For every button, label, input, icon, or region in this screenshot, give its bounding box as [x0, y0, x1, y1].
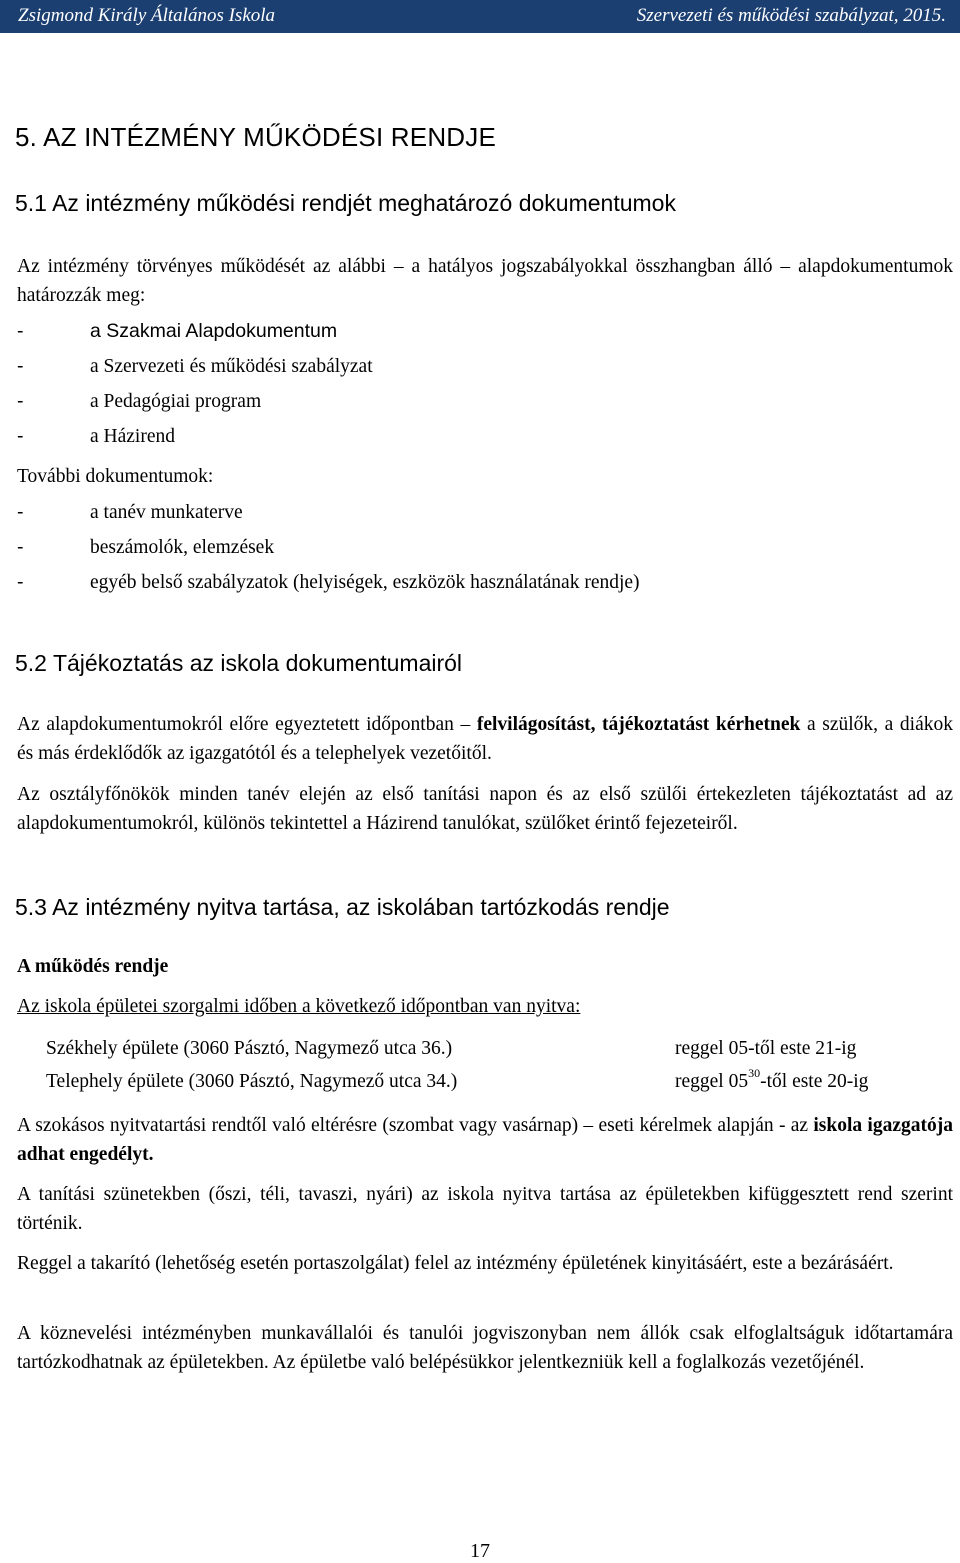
dash-bullet: - [17, 355, 24, 377]
section-5-3-paragraph-2: A tanítási szünetekben (őszi, téli, tavaszi, nyári) az iskola nyitva tartása az épületekben kifüggesztett rend szerint történik. [17, 1184, 953, 1234]
section-5-3-paragraph-1 [17, 1111, 953, 1169]
opening-hours-intro: Az iskola épületei szorgalmi időben a következő időpontban van nyitva: [17, 996, 581, 1017]
section-5-1-title: 5.1 Az intézmény működési rendjét meghatározó dokumentumok [15, 190, 676, 216]
dash-bullet: - [17, 571, 24, 593]
subtitle-text: A működés rendje [17, 956, 169, 977]
paragraph-text: a szülők, a diákok és más érdeklődők az igazgatótól és a telephelyek vezetőitől. [17, 714, 953, 764]
header-school-name: Zsigmond Király Általános Iskola [18, 5, 276, 26]
list-item-text: a Pedagógiai program [90, 391, 262, 412]
list-item-text: egyéb belső szabályzatok (helyiségek, eszközök használatának rendje) [90, 572, 640, 593]
building-name: Székhely épülete (3060 Pásztó, Nagymező utca 36.) [46, 1038, 453, 1059]
dash-bullet: - [17, 390, 24, 412]
section-5-2-title: 5.2 Tájékoztatás az iskola dokumentumairól [15, 650, 463, 676]
list-item-text: a tanév munkaterve [90, 502, 243, 523]
list-item [17, 355, 373, 378]
list-item-text: beszámolók, elemzések [90, 537, 275, 558]
list-item [17, 320, 337, 343]
list-item-text: a Szakmai Alapdokumentum [90, 320, 338, 342]
list-item [17, 425, 175, 448]
section-5-3-paragraph-4: A köznevelési intézményben munkavállalói és tanulói jogviszonyban nem állók csak elfoglaltságuk időtartamára tartózkodhatnak az épületekben. Az épületbe való belépésükkor jelentkezniük kell a foglalkozás vezetőjénél. [17, 1323, 953, 1373]
time-text: reggel 05-től este 21-ig [675, 1038, 857, 1059]
dash-bullet: - [17, 425, 24, 447]
section-5-3-title: 5.3 Az intézmény nyitva tartása, az iskolában tartózkodás rendje [15, 894, 670, 920]
further-documents-label: További dokumentumok: [17, 466, 214, 487]
page-number: 17 [470, 1540, 490, 1562]
list-item [17, 390, 261, 413]
bold-text: iskola igazgatója adhat engedélyt. [17, 1115, 953, 1165]
section-5-1-intro: Az intézmény törvényes működését az alábbi – a hatályos jogszabályokkal összhangban álló – alapdokumentumok határozzák meg: [17, 256, 953, 306]
page-header [0, 0, 960, 33]
operating-order-subtitle [17, 956, 168, 978]
dash-bullet: - [17, 320, 24, 342]
list-item [17, 571, 640, 594]
section-5-3-paragraph-3: Reggel a takarító (lehetőség esetén portaszolgálat) felel az intézmény épületének kinyitásáért, este a bezárásáért. [17, 1253, 894, 1274]
time-text: -től este 20-ig [760, 1071, 869, 1092]
bold-text: felvilágosítást, tájékoztatást kérhetnek [476, 714, 801, 735]
dash-bullet: - [17, 536, 24, 558]
opening-time [675, 1065, 869, 1093]
section-5-2-paragraph-1 [17, 710, 953, 768]
building-name: Telephely épülete (3060 Pásztó, Nagymező utca 34.) [46, 1071, 458, 1092]
dash-bullet: - [17, 501, 24, 523]
section-5-2-paragraph-2: Az osztályfőnökök minden tanév elején az első tanítási napon és az első szülői értekezleten tájékoztatást ad az alapdokumentumokról, különös tekintettel a Házirend tanulókat, szülőket érintő fejezeteiről. [17, 784, 953, 834]
time-minutes: 30 [748, 1065, 761, 1080]
list-item-text: a Házirend [90, 426, 175, 447]
list-item [17, 501, 243, 524]
paragraph-text: Az alapdokumentumokról előre egyeztetett időpontban – [17, 714, 471, 735]
chapter-title: 5. AZ INTÉZMÉNY MŰKÖDÉSI RENDJE [15, 122, 497, 152]
paragraph-text: A szokásos nyitvatartási rendtől való eltérésre (szombat vagy vasárnap) – eseti kérelmek alapján - az [17, 1115, 809, 1136]
header-document-title: Szervezeti és működési szabályzat, 2015. [636, 5, 946, 26]
list-item [17, 536, 274, 559]
opening-time [675, 1038, 856, 1060]
list-item-text: a Szervezeti és működési szabályzat [90, 356, 373, 377]
time-text: reggel 05 [675, 1071, 749, 1092]
